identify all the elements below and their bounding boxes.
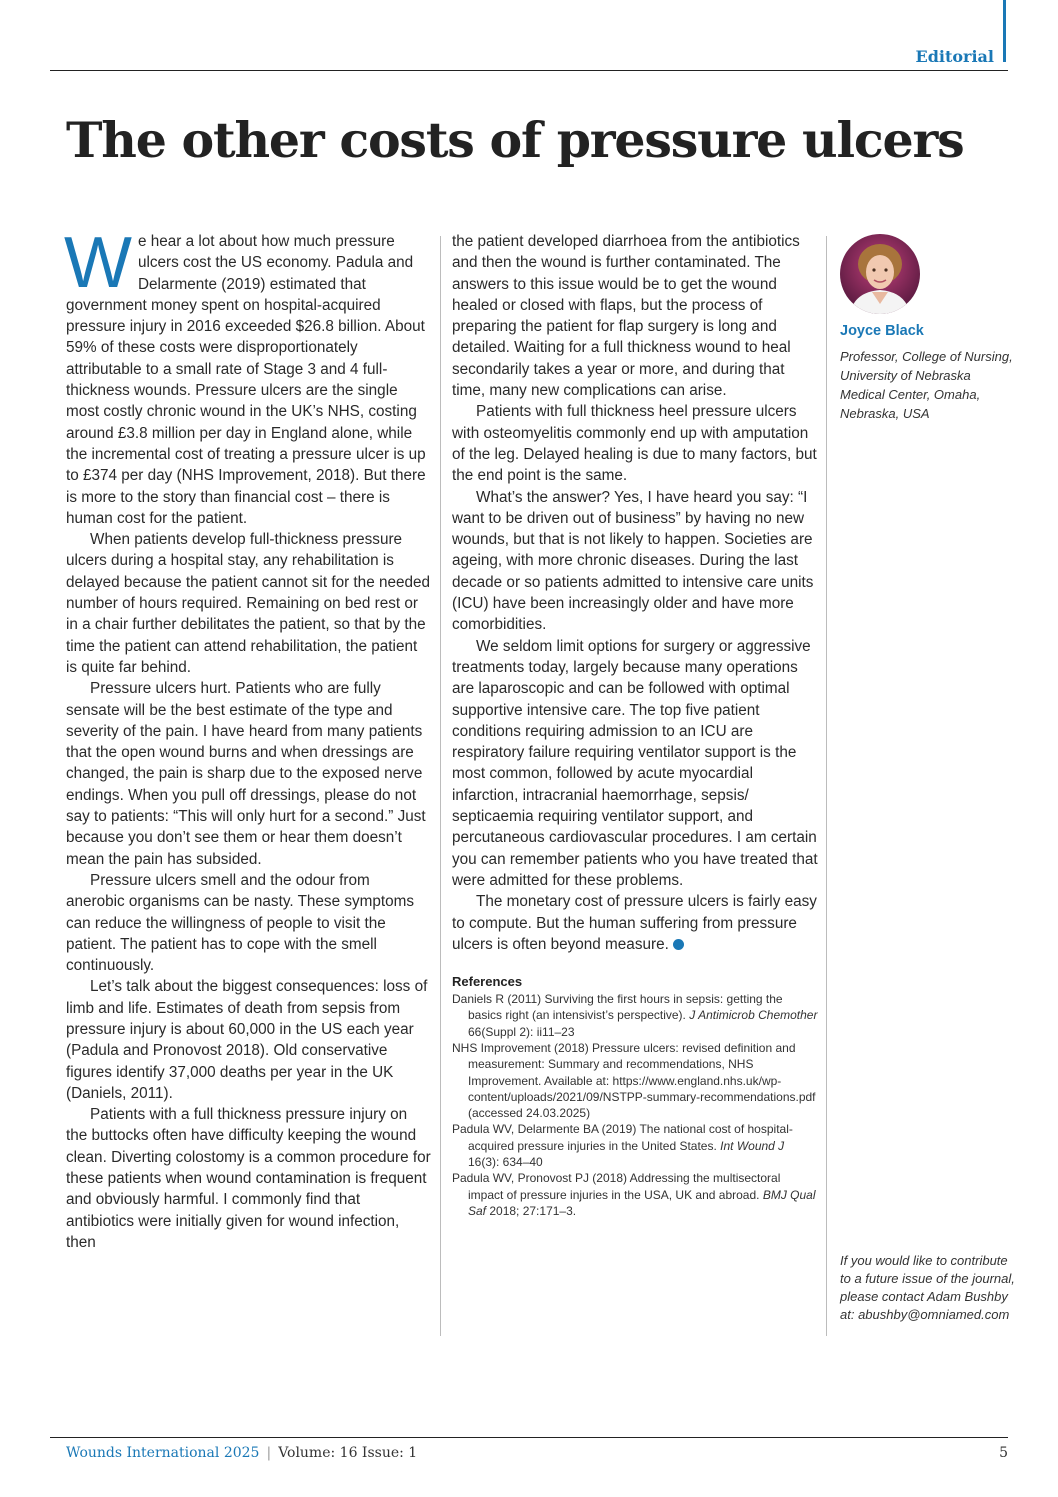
references-heading: References bbox=[452, 974, 523, 990]
header-bar bbox=[50, 44, 1008, 71]
contribute-note: If you would like to contribute to a future issue of the journal, please contact Adam Bushby at: abushby@omniamed.com bbox=[840, 1253, 1015, 1322]
paragraph: Patients with a full thickness pressure injury on the buttocks often have difficulty keeping the wound clean. Diverting colostomy is a common procedure for these patients when wound contamination is frequent and obviously harmful. I commonly find that antibiotics were initially given for wound infection, then bbox=[66, 1106, 431, 1251]
footer bbox=[66, 1445, 417, 1461]
reference-item: Padula WV, Pronovost PJ (2018) Addressing the multisectoral impact of pressure injuries in the USA, UK and abroad. BMJ Qual Saf 2018; 27:171–3. bbox=[452, 1171, 816, 1218]
footer-separator: | bbox=[266, 1445, 272, 1461]
paragraph: We seldom limit options for surgery or aggressive treatments today, largely because many operations are laparoscopic and can be followed with optimal supportive intensive care. The top five patient conditions requiring admission to an ICU are respiratory failure requiring ventilator support is the most common, followed by acute myocardial infarction, intracranial haemorrhage, sepsis/ septicaemia requiring ventilator support, and percutaneous cardiovascular procedures. I am certain you can remember patients who you have treated that were admitted for these problems. bbox=[452, 637, 818, 889]
page-number: 5 bbox=[999, 1445, 1008, 1461]
paragraph-text: The monetary cost of pressure ulcers is fairly easy to compute. But the human suffering from pressure ulcers is often beyond measure. bbox=[452, 893, 817, 953]
reference-item: NHS Improvement (2018) Pressure ulcers: revised definition and measurement: Summary and recommendations, NHS Improvement. Available at: https://www.england.nhs.uk/wp-content/uploads/2021/09/NSTPP-summary-recommendations.pdf (accessed 24.03.2025) bbox=[452, 1040, 816, 1121]
sidebar-divider bbox=[826, 236, 827, 1336]
paragraph bbox=[64, 223, 432, 529]
section-label: Editorial bbox=[915, 47, 994, 66]
page-title: The other costs of pressure ulcers bbox=[66, 111, 964, 169]
paragraph-text: e hear a lot about how much pressure ulcers cost the US economy. Padula and Delarmente (2019) estimated that government money spent on hospital-acquired pressure injury in 2016 exceeded $26.8 billion. About 59% of these costs were disproportionately attributable to a small rate of Stage 3 and 4 full-thickness wounds. Pressure ulcers are the single most costly chronic wound in the UK’s NHS, costing around £3.8 million per day in England alone, while the incremental cost of treating a pressure ulcer is up to £374 per day (NHS Improvement, 2018). But there is more to the story than financial cost – there is human cost for the patient. bbox=[66, 233, 426, 527]
author-name: Joyce Black bbox=[840, 323, 924, 339]
paragraph: What’s the answer? Yes, I have heard you say: “I want to be driven out of business” by having no new wounds, but that is not likely to happen. Societies are ageing, with more chronic diseases. During the last decade or so patients admitted to intensive care units (ICU) have been increasingly older and have more comorbidities. bbox=[452, 488, 814, 634]
footer-journal: Wounds International 2025 bbox=[66, 1445, 260, 1461]
author-affiliation: Professor, College of Nursing, University of Nebraska Medical Center, Omaha, Nebraska, USA bbox=[840, 349, 1013, 421]
paragraph: the patient developed diarrhoea from the antibiotics and then the wound is further contaminated. The answers to this issue would be to get the wound healed or closed with flaps, but the process of preparing the patient for flap surgery is long and detailed. Waiting for a full thickness wound to heal secondarily takes a year or more, and during that time, many new complications can arise. bbox=[452, 233, 800, 400]
reference-item: Daniels R (2011) Surviving the first hours in sepsis: getting the basics right (an intensivist’s perspective). J Antimicrob Chemother 66(Suppl 2): ii11–23 bbox=[452, 992, 818, 1039]
paragraph bbox=[452, 891, 818, 955]
footer-volume: Volume: 16 Issue: 1 bbox=[278, 1445, 418, 1461]
footer-rule bbox=[50, 1437, 1008, 1438]
body-column-2 bbox=[452, 231, 818, 1219]
paragraph: When patients develop full-thickness pressure ulcers during a hospital stay, any rehabilitation is delayed because the patient cannot sit for the needed number of hours required. Remaining on bed rest or in a chair further debilitates the patient, so that by the time the patient can attend rehabilitation, the patient is quite far behind. bbox=[66, 531, 430, 676]
author-photo bbox=[840, 234, 920, 314]
column-divider bbox=[440, 236, 441, 1336]
references bbox=[452, 973, 818, 1219]
end-mark-icon bbox=[673, 939, 684, 950]
paragraph: Let’s talk about the biggest consequences: loss of limb and life. Estimates of death from sepsis from pressure injury is about 60,000 in the US each year (Padula and Pronovost 2018). Old conservative figures identify 37,000 deaths per year in the UK (Daniels, 2011). bbox=[66, 978, 428, 1102]
paragraph: Patients with full thickness heel pressure ulcers with osteomyelitis commonly end up with amputation of the leg. Delayed healing is due to many factors, but the end point is the same. bbox=[452, 403, 817, 485]
reference-item: Padula WV, Delarmente BA (2019) The national cost of hospital-acquired pressure injuries in the United States. Int Wound J 16(3): 634–40 bbox=[452, 1122, 793, 1170]
paragraph: Pressure ulcers smell and the odour from anerobic organisms can be nasty. These symptoms can reduce the willingness of people to visit the patient. The patient has to cope with the smell continuously. bbox=[66, 871, 415, 975]
body-column-1 bbox=[64, 223, 432, 1253]
paragraph: Pressure ulcers hurt. Patients who are fully sensate will be the best estimate of the type and severity of the pain. I have heard from many patients that the open wound burns and when dressings are changed, the pain is sharp due to the exposed nerve endings. When you pull off dressings, please do not say to patients: “This will only hurt for a second.” Just because you don’t see them or hear them doesn’t mean the pain has subsided. bbox=[66, 680, 426, 868]
drop-cap: W bbox=[64, 223, 132, 303]
